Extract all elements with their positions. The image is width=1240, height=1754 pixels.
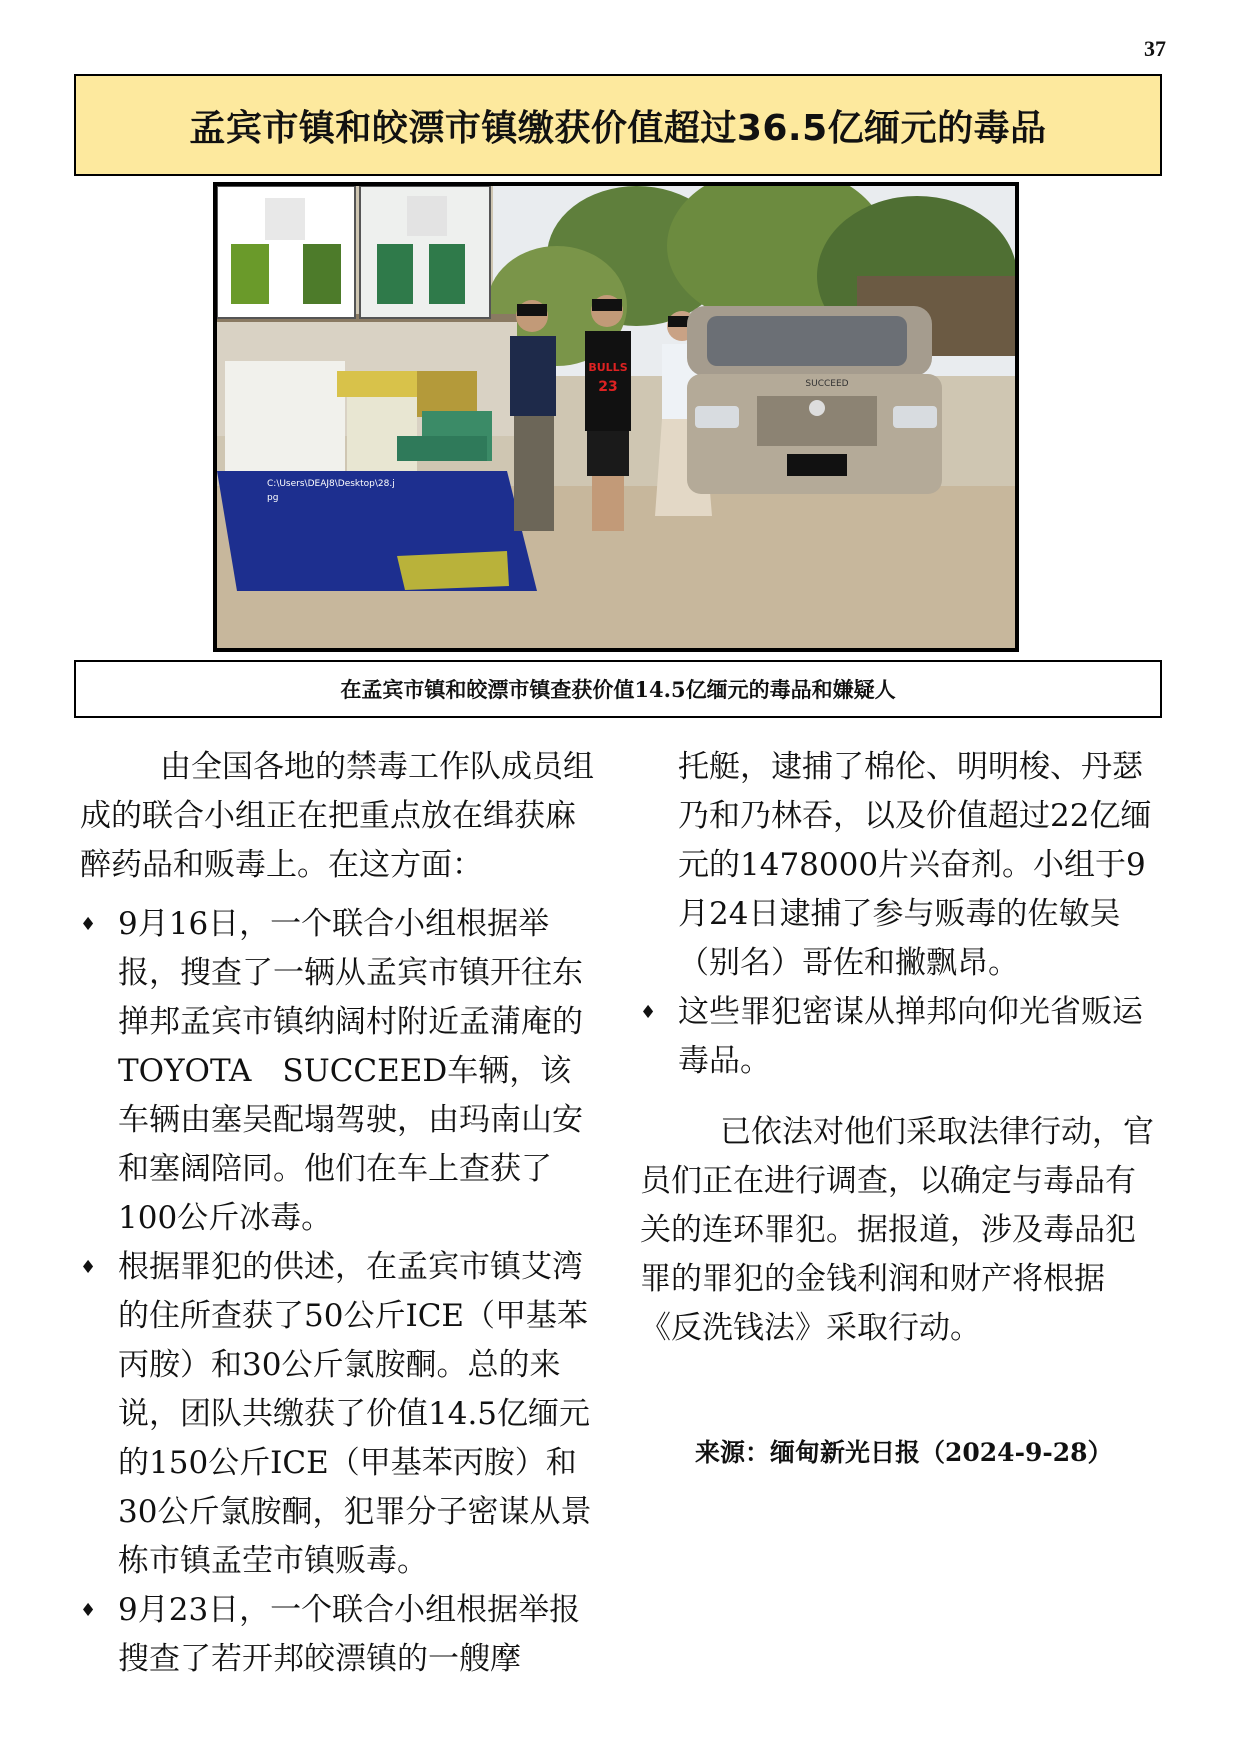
bullet-text: 9月16日，一个联合小组根据举报，搜查了一辆从孟宾市镇开往东掸邦孟宾市镇纳阔村附近孟蒲庵的TOYOTA SUCCEED车辆，该车辆由塞吴配塌驾驶，由玛南山安和塞阔陪同。他们在车上查获了100公斤冰毒。 bbox=[118, 906, 583, 1236]
bullet-icon: ♦ bbox=[80, 1257, 97, 1278]
bullet-item bbox=[640, 988, 1160, 1086]
bullet-text: 根据罪犯的供述，在孟宾市镇艾湾的住所查获了50公斤ICE（甲基苯丙胺）和30公斤氯胺酮。总的来说，团队共缴获了价值14.5亿缅元的150公斤ICE（甲基苯丙胺）和30公斤氯胺酮，犯罪分子密谋从景栋市镇孟茔市镇贩毒。 bbox=[118, 1249, 592, 1579]
article-title: 孟宾市镇和皎漂市镇缴获价值超过36.5亿缅元的毒品 bbox=[189, 107, 1047, 149]
bullet-icon: ♦ bbox=[80, 914, 97, 935]
left-column bbox=[80, 743, 600, 1684]
page-number: 37 bbox=[1144, 36, 1166, 61]
title-banner bbox=[74, 74, 1162, 176]
photo-path-line2: pg bbox=[267, 493, 279, 503]
jersey-number: 23 bbox=[598, 379, 618, 395]
bullet-icon: ♦ bbox=[80, 1600, 97, 1621]
bullet-item bbox=[80, 900, 600, 1243]
source-credit: 来源：缅甸新光日报（2024-9-28） bbox=[695, 1438, 1113, 1467]
photo-caption: 在孟宾市镇和皎漂市镇查获价值14.5亿缅元的毒品和嫌疑人 bbox=[340, 677, 896, 702]
bullet-item bbox=[80, 1586, 600, 1684]
right-column bbox=[640, 743, 1160, 1353]
closing-paragraph: 已依法对他们采取法律行动，官员们正在进行调查，以确定与毒品有关的连环罪犯。据报道，涉及毒品犯罪的罪犯的金钱利润和财产将根据《反洗钱法》采取行动。 bbox=[640, 1114, 1154, 1346]
jersey-text: BULLS bbox=[588, 361, 628, 374]
photo-illustration bbox=[217, 186, 1015, 648]
bullet-icon: ♦ bbox=[640, 1002, 657, 1023]
bullet-text: 9月23日，一个联合小组根据举报搜查了若开邦皎漂镇的一艘摩 bbox=[118, 1592, 581, 1677]
car-badge: SUCCEED bbox=[805, 379, 849, 389]
intro-paragraph: 由全国各地的禁毒工作队成员组成的联合小组正在把重点放在缉获麻醉药品和贩毒上。在这方面： bbox=[80, 749, 594, 883]
photo-path-line1: C:\Users\DEAJ8\Desktop\28.j bbox=[267, 479, 395, 489]
bullet-text: 这些罪犯密谋从掸邦向仰光省贩运毒品。 bbox=[678, 994, 1143, 1079]
photo-caption-box bbox=[74, 660, 1162, 718]
news-photo bbox=[213, 182, 1019, 652]
continued-bullet-text: 托艇，逮捕了棉伦、明明梭、丹瑟乃和乃林吞，以及价值超过22亿缅元的1478000片兴奋剂。小组于9月24日逮捕了参与贩毒的佐敏吴（别名）哥佐和撇飘昂。 bbox=[678, 749, 1152, 981]
bullet-item bbox=[80, 1243, 600, 1586]
